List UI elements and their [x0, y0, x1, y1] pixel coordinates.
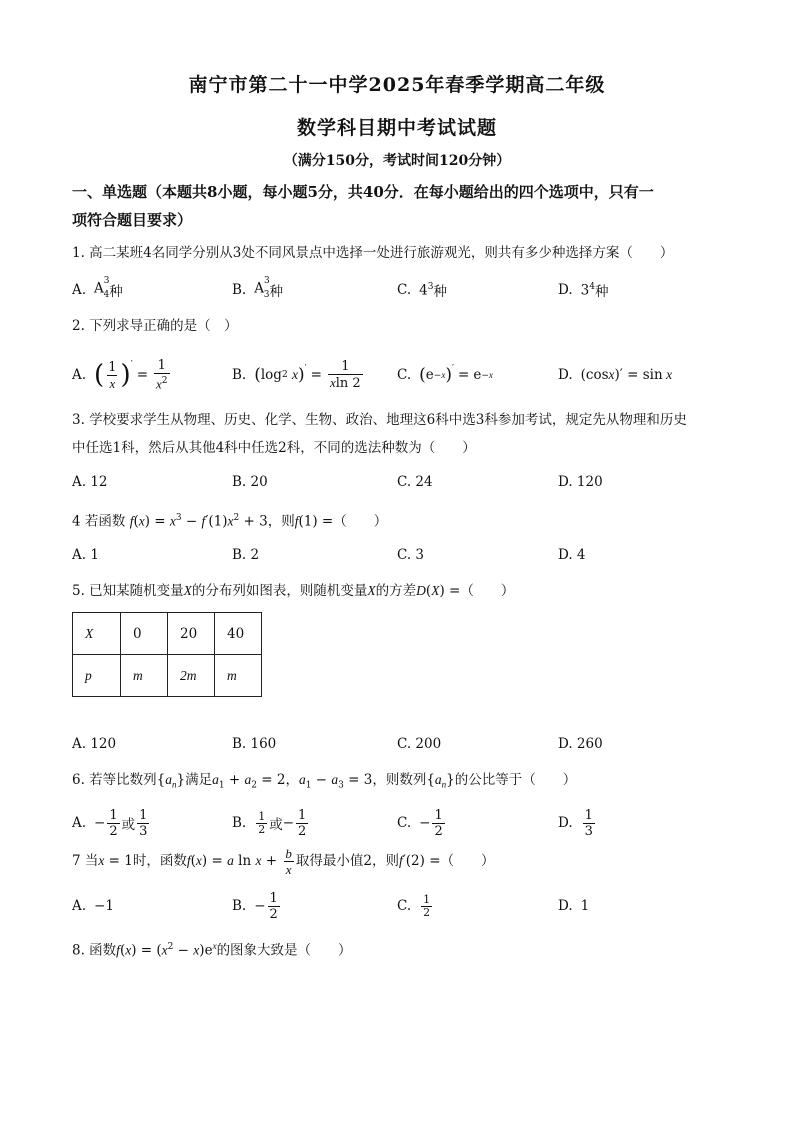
- q1-option-d-label: D.: [558, 282, 573, 298]
- q3-option-d: D. 120: [558, 474, 603, 490]
- table-cell: 0: [121, 613, 168, 655]
- q1-unit-c: 种: [433, 284, 447, 300]
- q1-unit-b: 种: [269, 284, 283, 300]
- q8-suffix: 的图象大致是（ ）: [216, 942, 352, 959]
- q2-option-c-label: C.: [397, 367, 412, 383]
- q5-stem-middle: 的分布列如图表，则随机变量: [191, 583, 368, 599]
- q6-option-d: D. $\frac{1}{3}$: [558, 807, 593, 839]
- q7-middle1: 时，函数: [132, 853, 187, 869]
- q2-option-b: B. ( log 2 x ) ′ = $\frac{1}{xln 2}$: [232, 359, 361, 391]
- q4-suffix: （ ）: [333, 513, 388, 530]
- q1-option-a: A. $A^3_4$ 种: [72, 276, 123, 300]
- q6-or-a: 或: [121, 817, 136, 833]
- question-7-stem: 7 当x = 1时，函数f(x) = a ln x + $\frac{b}{x}$ 取得最小值2，则f′(2) =（ ）: [72, 846, 495, 877]
- question-2-stem: 2. 下列求导正确的是（ ）: [72, 318, 238, 334]
- table-cell: m: [215, 655, 262, 697]
- q6-option-b-label: B.: [232, 815, 247, 831]
- q7-option-b: B. − $\frac{1}{2}$: [232, 890, 278, 922]
- q1-option-b: B. $A^3_3$ 种: [232, 276, 283, 300]
- q1-option-b-label: B.: [232, 282, 247, 298]
- question-4-stem: 4 若函数 $f(x) = x^3 - f'(1)x^2 + 3$，则f(1) =（ ）: [72, 513, 388, 530]
- table-cell: 20: [168, 613, 215, 655]
- q4-middle: ，则: [267, 513, 295, 530]
- q7-option-a: A. −1: [72, 898, 114, 914]
- exam-title-line2: 数学科目期中考试试题: [296, 117, 497, 139]
- q6-option-c-label: C.: [397, 815, 412, 831]
- q1-option-c: C. $4^3$ 种: [397, 281, 447, 300]
- q7-option-b-label: B.: [232, 898, 247, 914]
- q1-unit-a: 种: [109, 284, 123, 300]
- q6-prefix: 6. 若等比数列: [72, 772, 157, 788]
- q5-stem-middle2: 的方差: [375, 583, 417, 599]
- q6-suffix: 的公比等于（ ）: [454, 772, 577, 788]
- q5-option-d: D. 260: [558, 736, 603, 752]
- q2-option-d-label: D.: [558, 367, 573, 383]
- q6-option-b: B. $\frac{1}{2}$ 或 − $\frac{1}{2}$: [232, 807, 307, 839]
- q5-stem-suffix: （ ）: [460, 583, 515, 599]
- q6-option-d-label: D.: [558, 815, 573, 831]
- q4-prefix: 4 若函数: [72, 513, 126, 530]
- q5-option-c: C. 200: [397, 736, 442, 752]
- q1-option-a-label: A.: [72, 282, 87, 298]
- question-4-options: [72, 535, 732, 575]
- section-heading: [72, 178, 732, 234]
- q3-option-a: A. 12: [72, 474, 108, 490]
- table-cell: 40: [215, 613, 262, 655]
- exam-subtitle: （满分150分，考试时间120分钟）: [283, 153, 511, 169]
- question-8-stem: 8. 函数$f(x) = (x^2 - x)e^x$的图象大致是（ ）: [72, 941, 352, 959]
- q7-middle2: 取得最小值2，则: [295, 853, 399, 869]
- question-3-options: [72, 462, 732, 502]
- q7-option-c-label: C.: [397, 898, 412, 914]
- q4-option-d: D. 4: [558, 547, 586, 563]
- distribution-table: [72, 612, 262, 697]
- table-row: [73, 613, 262, 655]
- section-heading-line1: 一、单选题（本题共8小题，每小题5分，共40分．在每小题给出的四个选项中，只有一: [72, 183, 654, 201]
- table-cell: p: [73, 655, 121, 697]
- q5-option-a: A. 120: [72, 736, 117, 752]
- q2-option-b-label: B.: [232, 367, 247, 383]
- q6-middle3: ，则数列: [372, 772, 427, 788]
- q6-option-a: A. − $\frac{1}{2}$ 或 $\frac{1}{3}$: [72, 807, 148, 839]
- q7-option-d: D. 1: [558, 898, 590, 914]
- q3-option-b: B. 20: [232, 474, 268, 490]
- question-3-stem-line1: 3. 学校要求学生从物理、历史、化学、生物、政治、地理这6科中选3科参加考试，规定先从物理和历史: [72, 412, 687, 428]
- question-6-stem: 6. 若等比数列$\{a_n\}$满足$a_1 + a_2 = 2$，$a_1 - a_3 = 3$，则数列$\{a_n\}$的公比等于（ ）: [72, 772, 577, 791]
- exam-title-line1: 南宁市第二十一中学2025年春季学期高二年级: [188, 74, 606, 96]
- q1-option-c-label: C.: [397, 282, 412, 298]
- q5-option-b: B. 160: [232, 736, 277, 752]
- q7-prefix: 7 当: [72, 853, 99, 869]
- question-1-options: [72, 270, 732, 310]
- q6-middle2: ，: [285, 772, 299, 788]
- q7-option-c: C. $\frac{1}{2}$: [397, 892, 431, 919]
- question-5-options: [72, 724, 732, 764]
- q1-option-d: D. $3^4$ 种: [558, 281, 609, 300]
- q1-unit-d: 种: [594, 284, 609, 300]
- q6-option-c: C. − $\frac{1}{2}$: [397, 807, 443, 839]
- question-3-stem-line2: 中任选1科，然后从其他4科中任选2科，不同的选法种数为（ ）: [72, 440, 476, 456]
- section-heading-line2: 项符合题目要求）: [72, 211, 193, 229]
- question-2-options: [72, 355, 732, 395]
- question-6-options: [72, 803, 732, 843]
- q2-option-a: A. ( $\frac{1}{x}$ ) ′ = $\frac{1}{x^2}$: [72, 357, 168, 392]
- q5-stem-prefix: 5. 已知某随机变量: [72, 583, 184, 599]
- q4-option-b: B. 2: [232, 547, 260, 563]
- question-3-stem: [72, 406, 732, 462]
- q7-suffix: （ ）: [440, 853, 495, 869]
- q3-option-c: C. 24: [397, 474, 433, 490]
- q4-option-c: C. 3: [397, 547, 425, 563]
- q8-prefix: 8. 函数: [72, 942, 117, 959]
- table-cell: 2m: [168, 655, 215, 697]
- q7-option-d-label: D.: [558, 898, 573, 914]
- q6-middle1: 满足: [185, 772, 213, 788]
- table-cell: m: [121, 655, 168, 697]
- q2-option-a-label: A.: [72, 367, 87, 383]
- q4-option-a: A. 1: [72, 547, 99, 563]
- question-1-stem: 1. 高二某班4名同学分别从3处不同风景点中选择一处进行旅游观光，则共有多少种选择方案（ ）: [72, 245, 674, 261]
- q2-option-c: C. ( e −x ) ′ = e −x: [397, 364, 493, 385]
- q2-option-d: D. (cos x )′ = sin x: [558, 367, 673, 383]
- table-cell: X: [73, 613, 121, 655]
- q6-or-b: 或: [269, 817, 283, 833]
- table-row: [73, 655, 262, 697]
- question-7-options: [72, 886, 732, 926]
- q7-option-a-label: A.: [72, 898, 87, 914]
- question-5-stem: 5. 已知某随机变量X的分布列如图表，则随机变量X的方差D(X) =（ ）: [72, 583, 515, 599]
- q6-option-a-label: A.: [72, 815, 87, 831]
